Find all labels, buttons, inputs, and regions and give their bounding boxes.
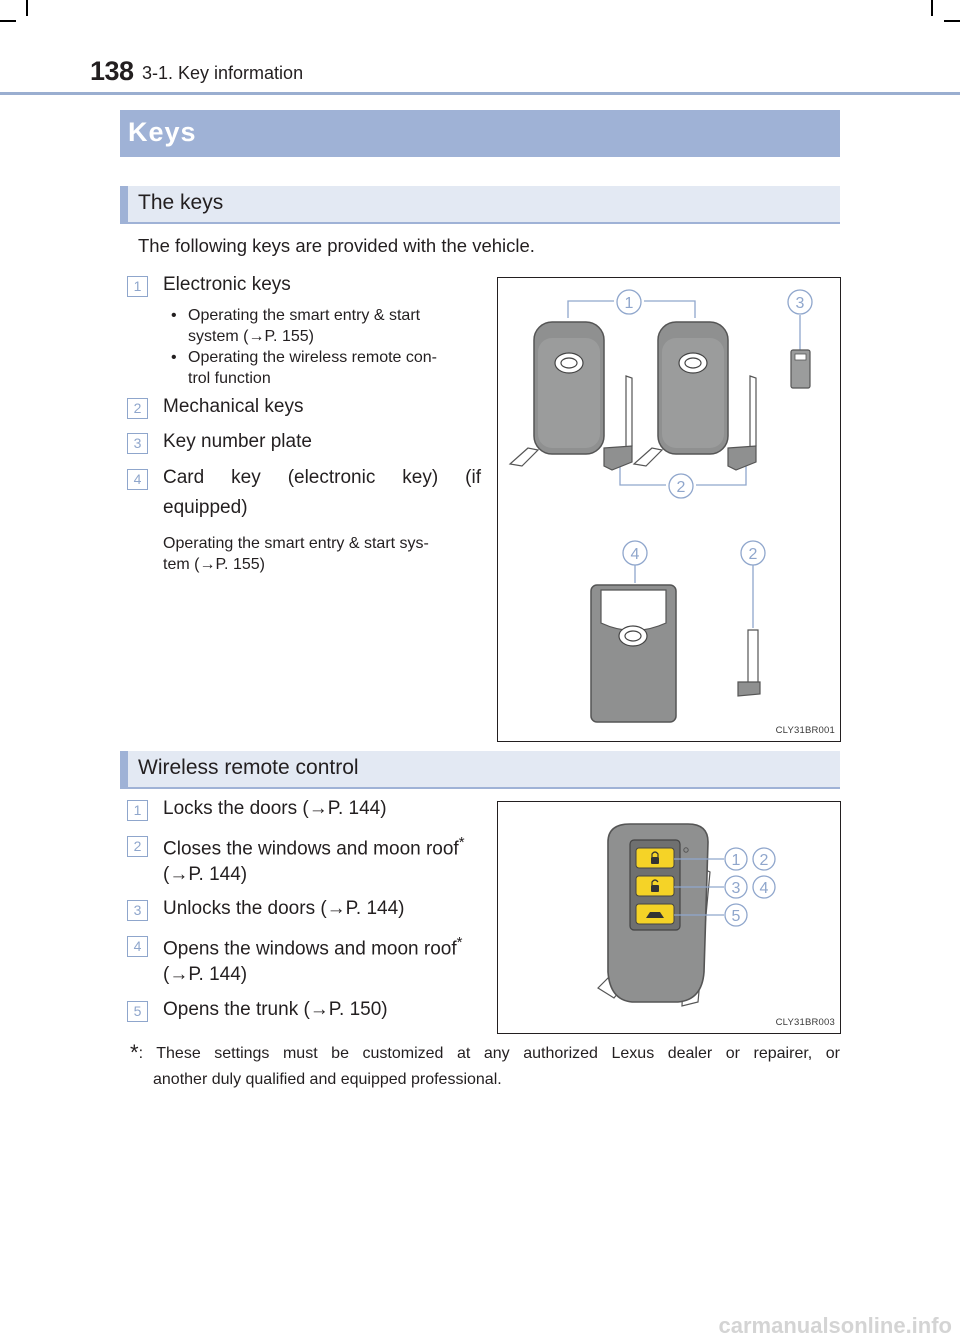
item-open-trunk: Opens the trunk (→P. 150) — [163, 999, 388, 1020]
subheading-bar — [120, 751, 128, 787]
bullet-item: • Operating the smart entry & start — [171, 307, 421, 324]
callout-label: 2 — [759, 852, 769, 869]
item-open-windows-ref: (→P. 144) — [163, 964, 248, 985]
page-title: Keys — [128, 117, 197, 147]
figure-code: CLY31BR001 — [775, 725, 835, 736]
keys-figure — [497, 277, 841, 742]
electronic-key-illustration — [510, 322, 632, 470]
watermark: carmanualsonline.info — [718, 1313, 952, 1338]
asterisk-mark: * — [456, 934, 463, 951]
card-key-note-cont: tem (→P. 155) — [163, 556, 265, 573]
callout-label: 4 — [630, 546, 640, 563]
item-number-1: 1 — [127, 800, 148, 821]
item-number-4: 4 — [127, 936, 148, 957]
callout-label: 2 — [676, 479, 686, 496]
footnote-mark: * — [130, 1040, 139, 1065]
item-card-key-cont: equipped) — [163, 497, 248, 518]
item-number-5: 5 — [127, 1001, 148, 1022]
header-rule — [0, 92, 960, 95]
electronic-key-illustration — [634, 322, 756, 470]
keys-illustration — [498, 278, 840, 741]
item-number-2: 2 — [127, 836, 148, 857]
callout-label: 1 — [731, 852, 741, 869]
crop-mark — [931, 0, 933, 16]
item-number-3: 3 — [127, 433, 148, 454]
item-number-2: 2 — [127, 398, 148, 419]
page-number: 138 — [90, 56, 134, 86]
item-open-windows: Opens the windows and moon roof* — [163, 934, 463, 960]
card-key-illustration — [591, 585, 676, 722]
subheading-text: Wireless remote control — [138, 756, 359, 779]
section-title: 3-1. Key information — [142, 63, 304, 83]
footnote-line: another duly qualified and equipped professional. — [153, 1071, 502, 1088]
callout-label: 5 — [731, 908, 741, 925]
callout-label: 3 — [731, 880, 741, 897]
item-number-3: 3 — [127, 900, 148, 921]
intro-text: The following keys are provided with the vehicle. — [138, 235, 535, 256]
item-mechanical-keys: Mechanical keys — [163, 396, 304, 417]
item-card-key: Card key (electronic key) (if — [163, 467, 481, 488]
subheading-text: The keys — [138, 191, 224, 214]
crop-mark — [944, 20, 960, 22]
bullet-item: • Operating the wireless remote con- — [171, 349, 437, 366]
mechanical-key-illustration — [738, 630, 760, 696]
item-unlock-doors: Unlocks the doors (→P. 144) — [163, 898, 405, 919]
bullet-item-cont: trol function — [188, 370, 271, 387]
footnote-line: *: These settings must be customized at any authorized Lexus dealer or repairer, or — [130, 1040, 840, 1065]
asterisk-mark: * — [458, 834, 465, 851]
crop-mark — [26, 0, 28, 16]
item-close-windows: Closes the windows and moon roof* — [163, 834, 465, 860]
bullet-item-cont: system (→P. 155) — [188, 328, 314, 345]
remote-figure — [497, 801, 841, 1034]
item-lock-doors: Locks the doors (→P. 144) — [163, 798, 387, 819]
item-key-number-plate: Key number plate — [163, 431, 312, 452]
subheading-the-keys — [120, 186, 840, 224]
subheading-wireless-remote — [120, 751, 840, 789]
footnote — [130, 1040, 840, 1093]
item-number-4: 4 — [127, 469, 148, 490]
subheading-bar — [120, 186, 128, 222]
callout-label: 1 — [624, 295, 634, 312]
callout-label: 2 — [748, 546, 758, 563]
item-number-1: 1 — [127, 276, 148, 297]
callout-label: 4 — [759, 880, 769, 897]
callout-label: 3 — [795, 295, 805, 312]
remote-illustration — [498, 802, 840, 1033]
item-close-windows-ref: (→P. 144) — [163, 864, 248, 885]
card-key-note: Operating the smart entry & start sys- — [163, 535, 429, 552]
crop-mark — [0, 20, 16, 22]
item-electronic-keys: Electronic keys — [163, 274, 291, 295]
figure-code: CLY31BR003 — [775, 1017, 835, 1028]
page-title-banner — [120, 110, 840, 157]
